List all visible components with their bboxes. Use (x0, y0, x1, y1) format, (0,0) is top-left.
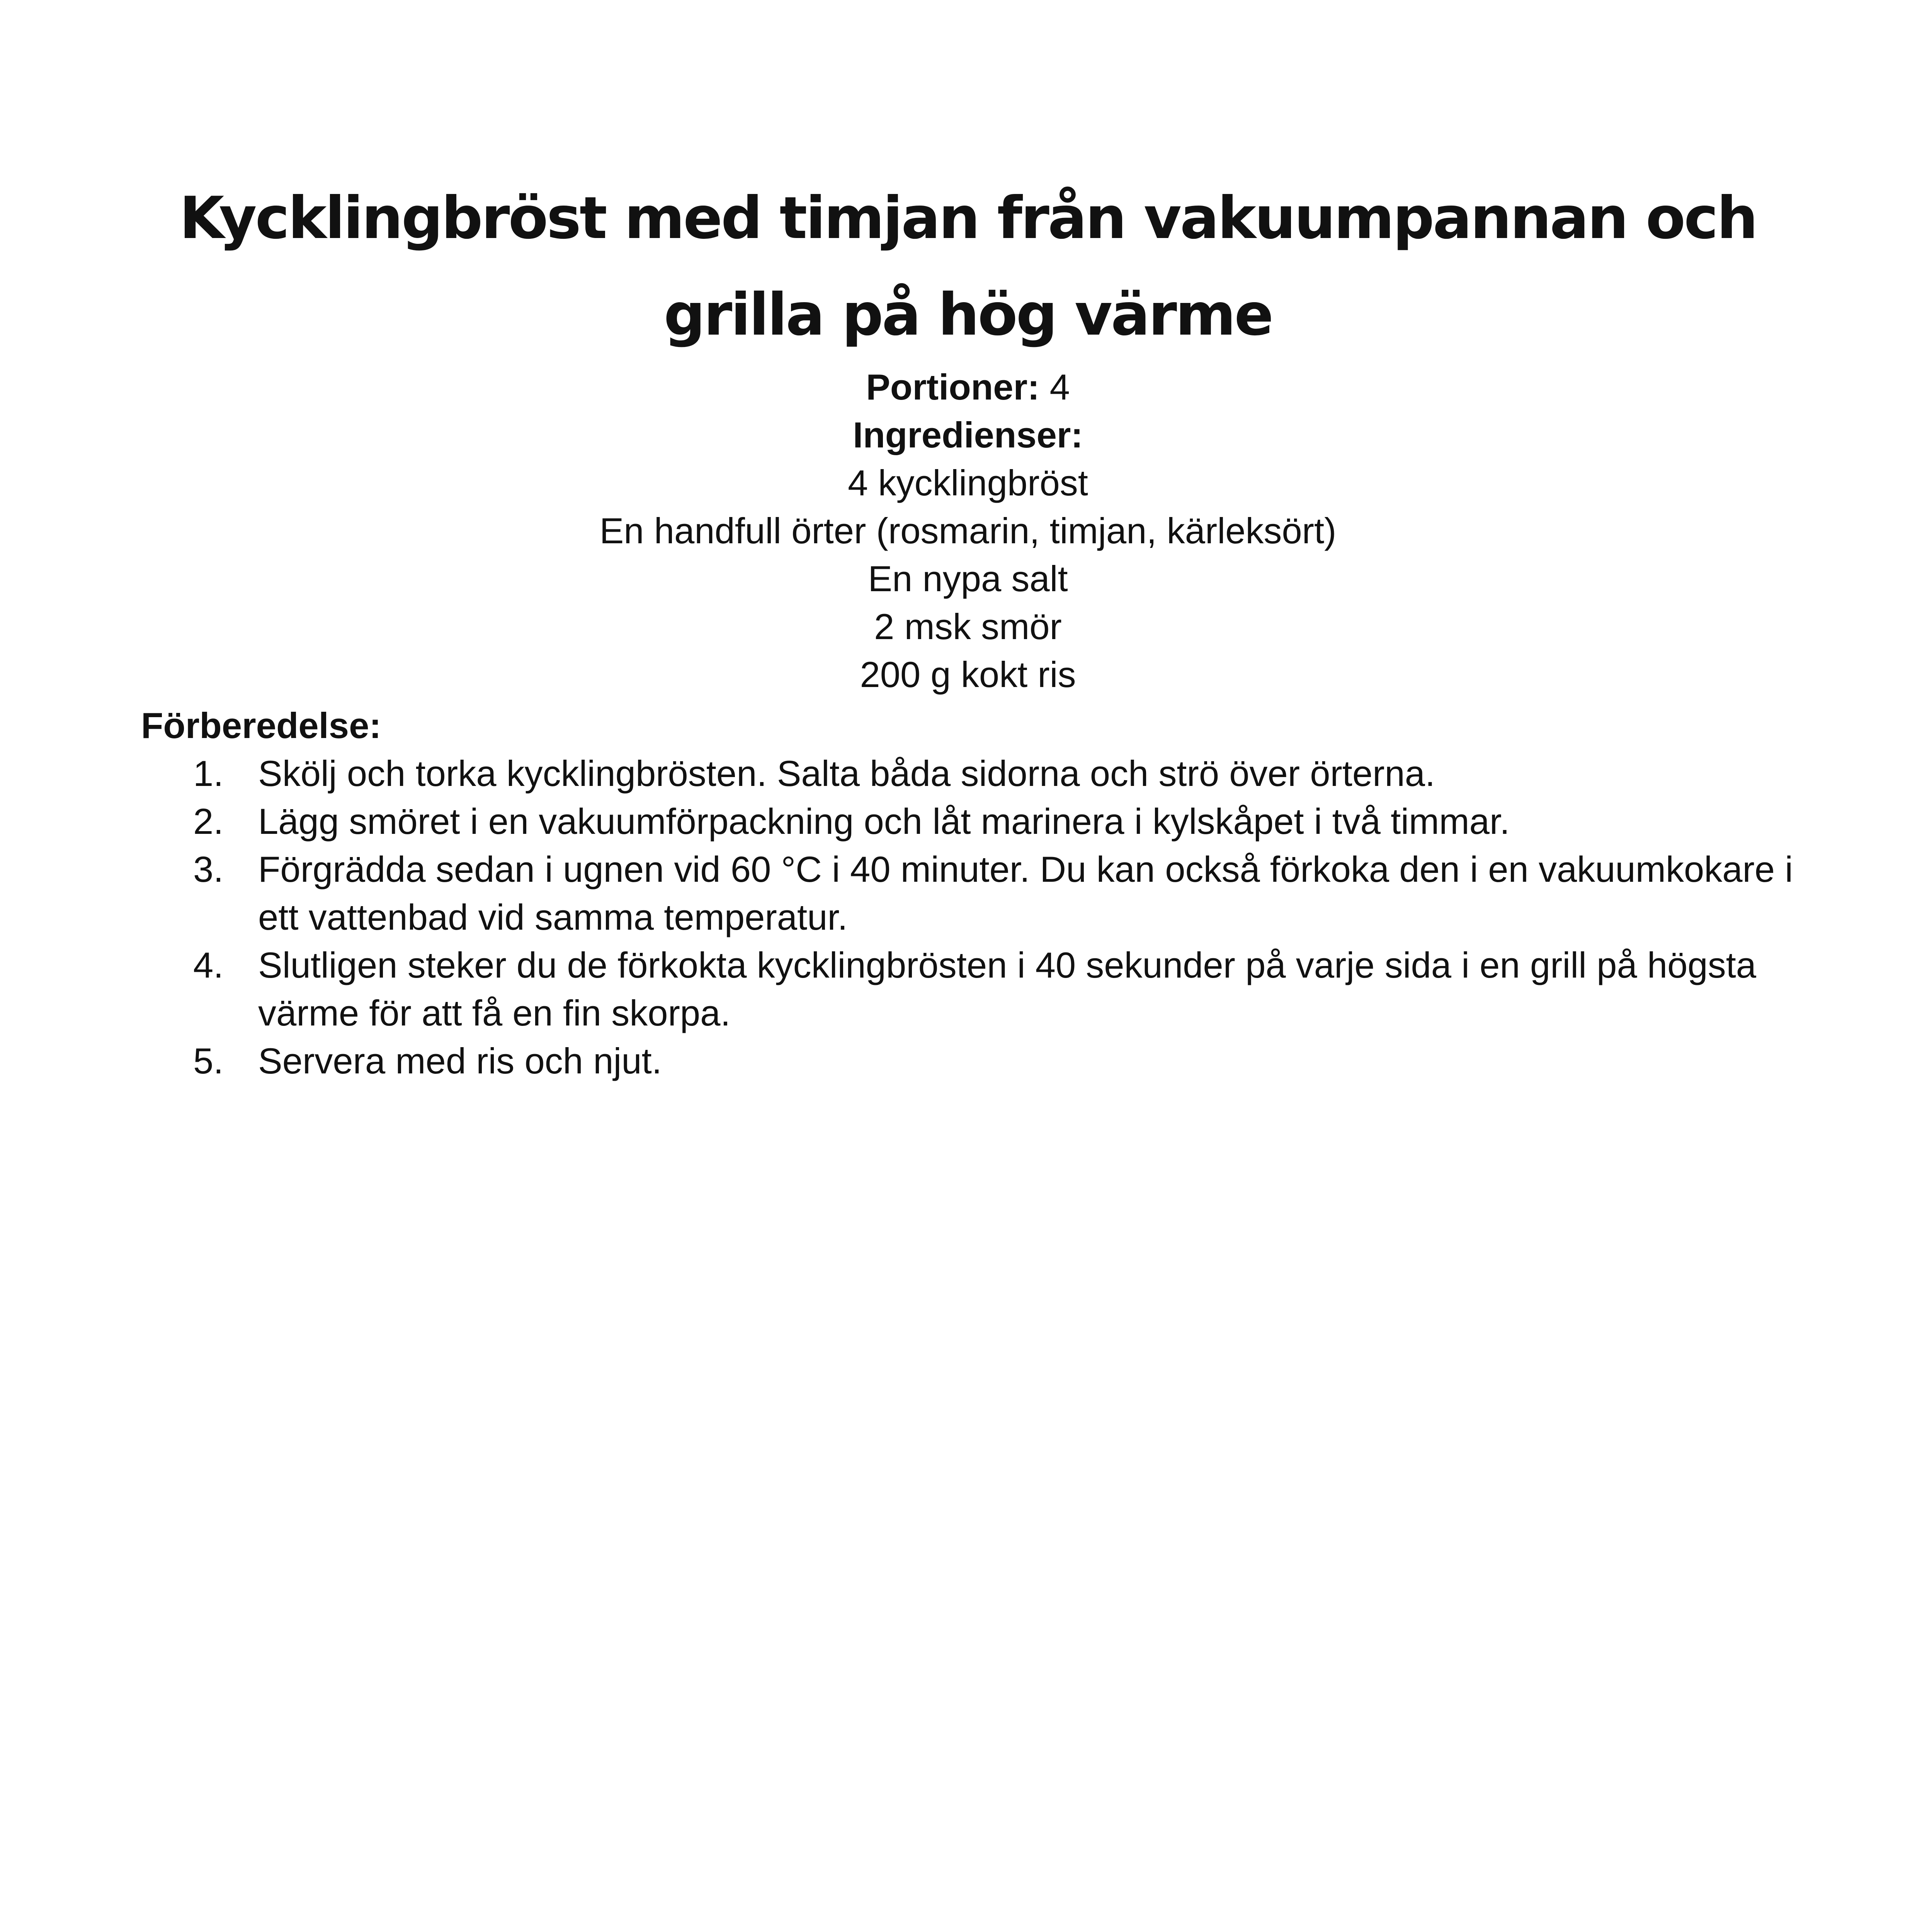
ingredient-item: En handfull örter (rosmarin, timjan, kärleksört) (599, 510, 1337, 551)
ingredient-item: 200 g kokt ris (860, 654, 1076, 695)
step-text: Slutligen steker du de förkokta kycklingbrösten i 40 sekunder på varje sida i en grill på högsta värme för att få en fin skorpa. (258, 945, 1757, 1033)
ingredient-item: 4 kycklingbröst (848, 463, 1088, 503)
step-number: 1. (193, 753, 224, 794)
portions-line (147, 363, 1789, 411)
portions-label: Portioner: (866, 367, 1040, 407)
step-item (193, 750, 1797, 798)
ingredient-item: En nypa salt (868, 558, 1068, 599)
ingredients-list (147, 459, 1789, 699)
recipe-title: Kycklingbröst med timjan från vakuumpannan och grilla på hög värme (179, 185, 1757, 349)
step-item (193, 1037, 1797, 1085)
portions-value: 4 (1049, 367, 1070, 407)
preparation-steps (193, 750, 1797, 1085)
step-text: Lägg smöret i en vakuumförpackning och låt marinera i kylskåpet i två timmar. (258, 801, 1510, 842)
step-number: 2. (193, 801, 224, 842)
ingredients-heading: Ingredienser: (853, 415, 1083, 455)
step-number: 5. (193, 1041, 224, 1081)
step-text: Skölj och torka kycklingbrösten. Salta båda sidorna och strö över örterna. (258, 753, 1435, 794)
step-item (193, 845, 1797, 941)
ingredient-item: 2 msk smör (874, 606, 1062, 647)
step-item (193, 798, 1797, 845)
step-item (193, 941, 1797, 1037)
step-text: Förgrädda sedan i ugnen vid 60 °C i 40 minuter. Du kan också förkoka den i en vakuumkokare i ett vattenbad vid samma temperatur. (258, 849, 1793, 937)
step-text: Servera med ris och njut. (258, 1041, 662, 1081)
step-number: 4. (193, 945, 224, 985)
step-number: 3. (193, 849, 224, 889)
preparation-heading: Förberedelse: (141, 705, 381, 746)
